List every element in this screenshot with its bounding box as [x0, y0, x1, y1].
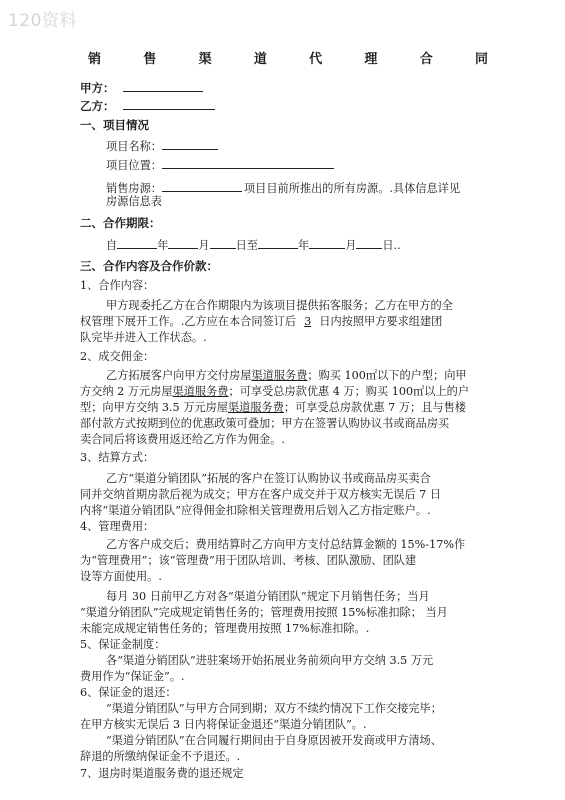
party-a-line	[80, 80, 203, 95]
blank	[309, 237, 345, 249]
item-2-line-3	[80, 401, 466, 415]
item-3-line-1: 乙方“渠道分销团队”拓展的客户在签订认购协议书或商品房买卖合	[106, 472, 431, 485]
sales-housing-blank	[162, 180, 242, 192]
period-month-2: 月	[345, 239, 357, 252]
party-b-line	[80, 98, 215, 113]
service-fee-term-3: 渠道服务费	[227, 401, 284, 414]
item-4-line-1: 乙方客户成交后；费用结算时乙方向甲方支付总结算金额的 15%-17%作	[106, 538, 466, 551]
item-6-heading: 6、保证金的退还：	[80, 686, 177, 699]
project-location-line	[106, 157, 334, 173]
item-4-line-2: 为“管理费用”；该“管理费”用于团队培训、考核、团队激励、团队建	[80, 554, 417, 567]
blank	[117, 237, 157, 249]
period-day-to: 日至	[235, 239, 258, 252]
blank	[210, 237, 236, 249]
title-char: 代	[309, 52, 323, 67]
title-char: 同	[474, 52, 488, 67]
period-end: 日..	[382, 239, 401, 252]
item-4-line-6: 未能完成规定销售任务的；管理费用按照 17%标准扣除。.	[80, 622, 370, 635]
item-5-line-2: 费用作为“保证金”。.	[80, 670, 185, 683]
item-1-line-2b: 日内按照甲方要求组建团	[319, 315, 443, 328]
project-name-label: 项目名称：	[106, 140, 162, 153]
title-char: 理	[364, 52, 378, 67]
item-7-heading: 7、退房时渠道服务费的退还规定	[80, 767, 244, 780]
item-6-line-1: “渠道分销团队”与甲方合同到期；双方不续约情况下工作交接完毕；	[106, 702, 442, 715]
party-a-label: 甲方：	[80, 81, 115, 95]
item-1-line-1: 甲方现委托乙方在合作期限内为该项目提供拓客服务；乙方在甲方的全	[106, 299, 453, 312]
party-b-blank	[123, 98, 215, 110]
sales-housing-label: 销售房源：	[106, 182, 162, 195]
section-1-heading: 一、项目情况	[80, 118, 149, 132]
item-2-line-1	[106, 369, 467, 383]
sales-housing-text: 项目目前所推出的所有房源。.具体信息详见	[243, 182, 461, 195]
party-a-blank	[123, 80, 203, 92]
blank	[356, 237, 382, 249]
sales-housing-line	[106, 180, 460, 196]
title-char: 合	[419, 52, 433, 67]
item-2-line-2	[80, 385, 469, 399]
item-2-line-1b: ；购买 100㎡以下的户型；向甲	[307, 369, 467, 382]
item-4-line-3: 设等方面使用。.	[80, 570, 162, 583]
period-year-2: 年	[298, 239, 310, 252]
item-1-line-2a: 权管理下展开工作。.乙方应在本合同签订后	[80, 315, 297, 328]
period-month: 月	[198, 239, 210, 252]
period-line	[106, 237, 401, 253]
item-4-line-5: “渠道分销团队”完成规定销售任务的；管理费用按照 15%标准扣除； 当月	[80, 606, 448, 619]
title-char: 销	[88, 52, 102, 67]
item-3-line-3: 内将“渠道分销团队”应得佣金扣除相关管理费用后划入乙方指定账户。.	[80, 504, 431, 517]
project-location-blank	[162, 157, 334, 169]
item-2-line-2b: ；可享受总房款优惠 4 万；购买 100㎡以上的户	[228, 385, 470, 398]
item-6-line-3: “渠道分销团队”在合同履行期间由于自身原因被开发商或甲方清场、	[106, 734, 442, 747]
service-fee-term-2: 渠道服务费	[172, 385, 229, 398]
blank	[168, 237, 198, 249]
item-6-line-4: 辞退的所缴纳保证金不予退还。.	[80, 750, 241, 763]
item-2-line-4: 部付款方式按期到位的优惠政策可叠加；甲方在签署认购协议书或商品房买	[80, 417, 450, 430]
project-name-line	[106, 138, 218, 154]
blank	[258, 237, 298, 249]
item-4-heading: 4、管理费用：	[80, 520, 155, 533]
item-1-days: 3	[304, 315, 312, 328]
item-1-line-3: 队完毕并进入工作状态。.	[80, 331, 207, 344]
period-from: 自	[106, 239, 118, 252]
item-2-line-1a: 乙方拓展客户向甲方交付房屋	[106, 369, 252, 382]
item-4-line-4: 每月 30 日前甲乙方对各“渠道分销团队”规定下月销售任务；当月	[106, 590, 430, 603]
section-3-heading: 三、合作内容及合作价款：	[80, 259, 218, 273]
item-5-heading: 5、保证金制度：	[80, 638, 166, 651]
party-b-label: 乙方：	[80, 99, 115, 113]
item-2-line-2a: 方交纳 2 万元房屋	[80, 385, 173, 398]
title-char: 道	[253, 52, 267, 67]
period-year: 年	[157, 239, 169, 252]
item-3-line-2: 同并交纳首期房款后视为成交；甲方在客户成交并于双方核实无误后 7 日	[80, 488, 442, 501]
project-name-blank	[162, 138, 218, 150]
title-char: 售	[143, 52, 157, 67]
project-location-label: 项目位置：	[106, 159, 162, 172]
sales-housing-cont: 房源信息表	[106, 195, 162, 208]
watermark: 120资料	[8, 11, 77, 31]
item-2-line-3b: ；可享受总房款优惠 7 万；且与售楼	[283, 401, 466, 414]
item-5-line-1: 各“渠道分销团队”进驻案场开始拓展业务前须向甲方交纳 3.5 万元	[106, 654, 434, 667]
item-2-line-5: 卖合同后将该费用返还给乙方作为佣金。.	[80, 433, 285, 446]
section-2-heading: 二、合作期限：	[80, 216, 161, 230]
title-char: 渠	[198, 52, 212, 67]
item-2-heading: 2、成交佣金：	[80, 350, 155, 363]
service-fee-term: 渠道服务费	[251, 369, 308, 382]
item-2-line-3a: 型；向甲方交纳 3.5 万元房屋	[80, 401, 228, 414]
document-title	[88, 48, 488, 67]
item-1-heading: 1、合作内容：	[80, 279, 155, 292]
item-3-heading: 3、结算方式：	[80, 451, 155, 464]
item-6-line-2: 在甲方核实无误后 3 日内将保证金退还“渠道分销团队”。.	[80, 718, 367, 731]
item-1-line-2	[80, 315, 442, 329]
